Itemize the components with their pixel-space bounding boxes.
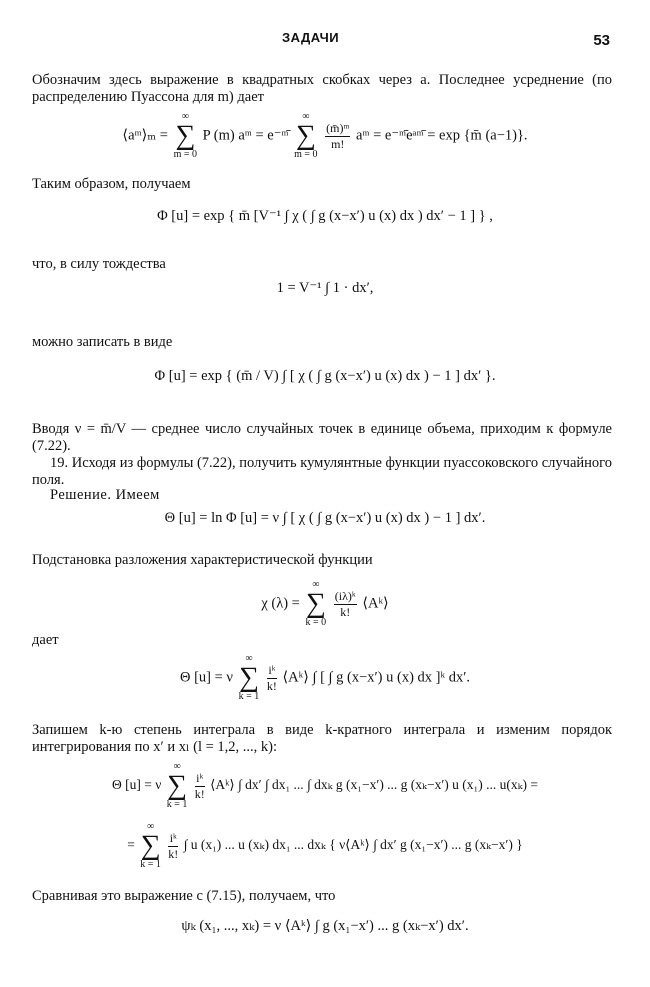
- formula-8: [0, 762, 650, 810]
- formula-7: [0, 654, 650, 702]
- fraction: $\frac{\text{(m̄)ᵐ}}{m!}$: [326, 120, 350, 151]
- running-title: ЗАДАЧИ: [282, 30, 340, 45]
- sum-sign: ∞ ∑ k = 1: [238, 653, 260, 702]
- formula-6: [0, 580, 650, 628]
- paragraph-10: Запишем k-ю степень интеграла в виде k-кратного интеграла и изменим порядок интегрирования по x′ и xₗ (l = 1,2, ..., k):: [32, 722, 612, 755]
- paragraph-1: Обозначим здесь выражение в квадратных скобках через a. Последнее усреднение (по распределению Пуассона для m) дает: [32, 72, 612, 105]
- formula-8-rhs: ⟨Aᵏ⟩ ∫ dx′ ∫ dx₁ ... ∫ dxₖ g (x₁−x′) ... g (xₖ−x′) u (x₁) ... u(xₖ) =: [210, 777, 539, 793]
- sum-sign: ∞ ∑ m = 0: [294, 111, 318, 160]
- formula-4: Φ [u] = exp { (m̄ / V) ∫ [ χ ( ∫ g (x−x′) u (x) dx ) − 1 ] dx′ }.: [154, 368, 496, 384]
- formula-1: [0, 112, 650, 160]
- sum-sign: ∞ ∑ m = 0: [173, 111, 198, 160]
- sum-sign: ∞ ∑ k = 0: [305, 579, 327, 628]
- formula-10: ψₖ (x₁, ..., xₖ) = ν ⟨Aᵏ⟩ ∫ g (x₁−x′) ... g (xₖ−x′) dx′.: [181, 918, 469, 934]
- paragraph-2: Таким образом, получаем: [32, 176, 191, 192]
- paragraph-8: Подстановка разложения характеристической функции: [32, 552, 373, 568]
- fraction: $\frac{\text{iᵏ}}{k!}$: [194, 770, 205, 801]
- paragraph-3: что, в силу тождества: [32, 256, 166, 272]
- fraction: $\frac{\text{iᵏ}}{k!}$: [266, 662, 277, 693]
- formula-1-rhs: aᵐ = e⁻ᵐ̄eᵃᵐ̄ = exp {m̄ (a−1)}.: [355, 127, 528, 144]
- paragraph-4: можно записать в виде: [32, 334, 173, 350]
- formula-7-rhs: ⟨Aᵏ⟩ ∫ [ ∫ g (x−x′) u (x) dx ]ᵏ dx′.: [282, 669, 470, 686]
- formula-2: Φ [u] = exp { m̄ [V⁻¹ ∫ χ ( ∫ g (x−x′) u (x) dx ) dx′ − 1 ] } ,: [157, 208, 493, 224]
- formula-6-rhs: ⟨Aᵏ⟩: [362, 595, 389, 612]
- formula-6-lhs: χ (λ) =: [261, 595, 300, 612]
- formula-1-lhs: ⟨aᵐ⟩ₘ =: [122, 127, 168, 144]
- formula-5: Θ [u] = ln Φ [u] = ν ∫ [ χ ( ∫ g (x−x′) u (x) dx ) − 1 ] dx′.: [164, 510, 486, 526]
- problem-text: 19. Исходя из формулы (7.22), получить кумулянтные функции пуассоковского случайного поля.: [32, 455, 612, 488]
- paragraph-11: Сравнивая это выражение с (7.15), получаем, что: [32, 888, 336, 904]
- paragraph-9: дает: [32, 632, 59, 648]
- page-number: 53: [593, 32, 610, 49]
- formula-9: [0, 822, 650, 870]
- paragraph-5: Вводя ν = m̄/V — среднее число случайных точек в единице объема, приходим к формуле (7.22).: [32, 421, 612, 454]
- paragraph-7: Решение. Имеем: [50, 487, 160, 503]
- formula-3: 1 = V⁻¹ ∫ 1 · dx′,: [276, 280, 374, 296]
- formula-1-mid: P (m) aᵐ = e⁻ᵐ̄: [202, 127, 289, 144]
- formula-9-rhs: ∫ u (x₁) ... u (xₖ) dx₁ ... dxₖ { ν⟨Aᵏ⟩ ∫ dx′ g (x₁−x′) ... g (xₖ−x′) }: [183, 837, 523, 853]
- fraction: $\frac{\text{(iλ)ᵏ}}{k!}$: [334, 588, 356, 619]
- paragraph-6: [32, 455, 612, 489]
- sum-sign: ∞ ∑ k = 1: [166, 761, 188, 810]
- sum-sign: ∞ ∑ k = 1: [140, 821, 161, 870]
- formula-8-lhs: Θ [u] = ν: [111, 777, 162, 793]
- page-header: [0, 30, 650, 50]
- formula-9-lhs: =: [127, 837, 135, 853]
- fraction: $\frac{\text{iᵏ}}{k!}$: [168, 830, 179, 861]
- formula-7-lhs: Θ [u] = ν: [179, 669, 233, 686]
